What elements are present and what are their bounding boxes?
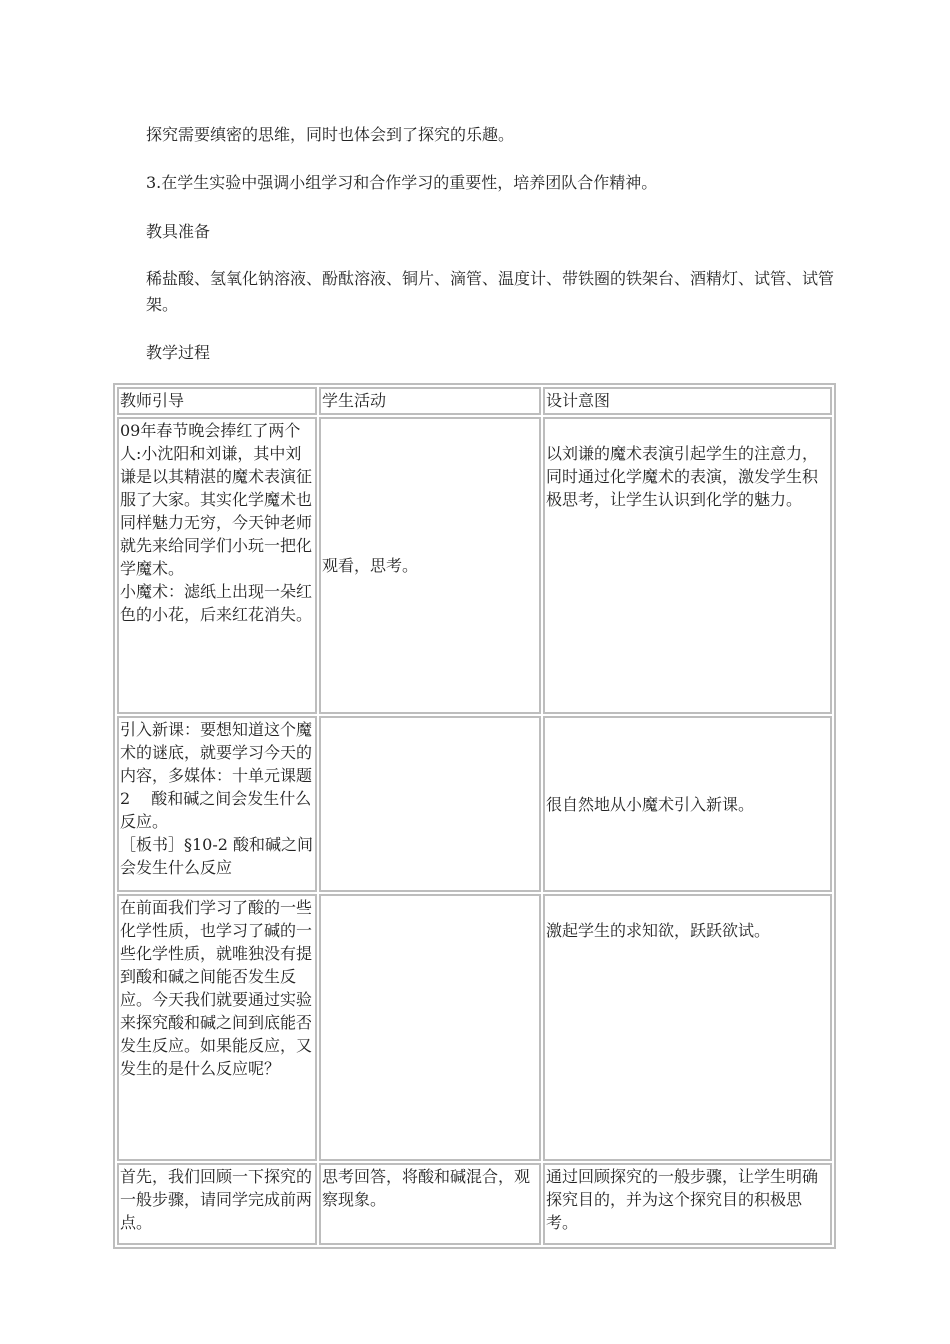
- teacher-cell: [117, 417, 317, 714]
- table-row: [117, 894, 832, 1161]
- intent-cell: 激起学生的求知欲，跃跃欲试。: [543, 894, 832, 1161]
- student-cell: 观看，思考。: [319, 417, 541, 714]
- paragraph-teamwork-goal: 3.在学生实验中强调小组学习和合作学习的重要性，培养团队合作精神。: [146, 173, 658, 192]
- student-cell: 思考回答，将酸和碱混合，观察现象。: [319, 1163, 541, 1245]
- teacher-text: 在前面我们学习了酸的一些化学性质，也学习了碱的一些化学性质，就唯独没有提到酸和碱之间能否发生反应。今天我们就要通过实验来探究酸和碱之间到底能否发生反应。如果能反应，又发生的是什么反应呢？: [120, 898, 313, 1078]
- paragraph-reflection: 探究需要缜密的思维，同时也体会到了探究的乐趣。: [146, 125, 515, 144]
- table-row: [117, 1163, 832, 1245]
- intent-cell: 通过回顾探究的一般步骤，让学生明确探究目的，并为这个探究目的积极思考。: [543, 1163, 832, 1245]
- teacher-text: ［板书］§10-2 酸和碱之间会发生什么反应: [120, 835, 314, 877]
- teacher-text: 引入新课：要想知道这个魔术的谜底，就要学习今天的内容，多媒体：十单元课题 2 酸和碱之间会发生什么反应。: [120, 720, 313, 831]
- table-row: [117, 417, 832, 714]
- table-row: [117, 716, 832, 892]
- teacher-text: 09年春节晚会捧红了两个人:小沈阳和刘谦，其中刘谦是以其精湛的魔术表演征服了大家。其实化学魔术也同样魅力无穷，今天钟老师就先来给同学们小玩一把化学魔术。: [120, 421, 313, 578]
- teaching-process-table: [113, 383, 836, 1249]
- section-heading-materials: 教具准备: [146, 222, 211, 241]
- intent-cell: 以刘谦的魔术表演引起学生的注意力，同时通过化学魔术的表演，激发学生积极思考，让学生认识到化学的魅力。: [543, 417, 832, 714]
- student-cell: [319, 716, 541, 892]
- teacher-cell: [117, 716, 317, 892]
- header-design-intent: 设计意图: [543, 387, 832, 415]
- teacher-text: 小魔术：滤纸上出现一朵红色的小花，后来红花消失。: [120, 582, 313, 624]
- teacher-text: 首先，我们回顾一下探究的一般步骤，请同学完成前两点。: [120, 1167, 313, 1232]
- table-header-row: [117, 387, 832, 415]
- intent-cell: 很自然地从小魔术引入新课。: [543, 716, 832, 892]
- student-cell: [319, 894, 541, 1161]
- section-heading-process: 教学过程: [146, 343, 211, 362]
- header-student-activity: 学生活动: [319, 387, 541, 415]
- teacher-cell: [117, 1163, 317, 1245]
- paragraph-materials-list: 稀盐酸、氢氧化钠溶液、酚酞溶液、铜片、滴管、温度计、带铁圈的铁架台、酒精灯、试管、试管架。: [146, 269, 835, 314]
- teacher-cell: [117, 894, 317, 1161]
- header-teacher-guidance: 教师引导: [117, 387, 317, 415]
